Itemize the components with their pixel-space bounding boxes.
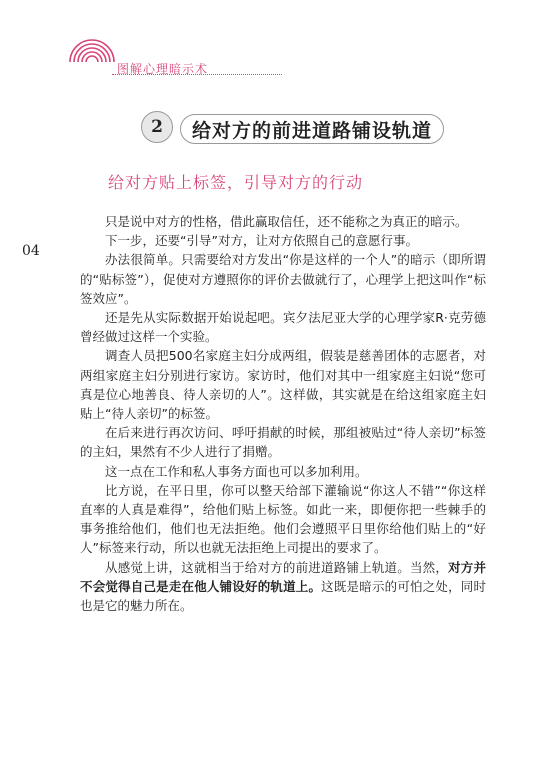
paragraph: 办法很简单。只需要给对方发出“你是这样的一个人”的暗示（即所谓的“贴标签”），促使对方遵照你的评价去做就行了，心理学上把这叫作“标签效应”。 [80, 252, 486, 306]
body-text [80, 212, 486, 615]
page-number: 04 [22, 243, 40, 259]
header-title: 图解心理暗示术 [117, 62, 209, 76]
paragraph-final-tail: 这既是暗示的可怕之处，同时也是它的魅力所在。 [80, 578, 486, 614]
concentric-arcs-logo-icon [64, 28, 120, 64]
section-title: 给对方的前进道路铺设轨道 [180, 114, 444, 144]
paragraph-final-lead: 从感觉上讲，这就相当于给对方的前进道路铺上轨道。当然， [105, 559, 449, 575]
paragraph: 只是说中对方的性格，借此赢取信任，还不能称之为真正的暗示。 [105, 214, 468, 229]
paragraph: 调查人员把500名家庭主妇分成两组，假装是慈善团体的志愿者，对两组家庭主妇分别进行家访。家访时，他们对其中一组家庭主妇说“您可真是位心地善良、待人亲切的人”。这样做，其实就是在给这组家庭主妇贴上“待人亲切”的标签。 [80, 348, 486, 422]
paragraph: 下一步，还要“引导”对方，让对方依照自己的意愿行事。 [105, 233, 418, 249]
section-number-badge: 2 [141, 111, 173, 143]
paragraph: 这一点在工作和私人事务方面也可以多加利用。 [105, 463, 368, 479]
paragraph-final-bold: 对方并不会觉得自己是走在他人铺设好的轨道上。 [80, 559, 486, 594]
paragraph: 比方说，在平日里，你可以整天给部下灌输说“你这人不错”“你这样直率的人真是难得”，给他们贴上标签。如此一来，即便你把一些棘手的事务推给他们，他们也无法拒绝。他们会遵照平日里你给他们贴上的“好人”标签来行动，所以也就无法拒绝上司提出的要求了。 [80, 482, 486, 556]
section-subtitle: 给对方贴上标签，引导对方的行动 [108, 173, 364, 192]
paragraph: 在后来进行再次访问、呼吁捐献的时候，那组被贴过“待人亲切”标签的主妇，果然有不少人进行了捐赠。 [80, 425, 486, 460]
header-divider [112, 74, 282, 75]
paragraph: 还是先从实际数据开始说起吧。宾夕法尼亚大学的心理学家R·克劳德曾经做过这样一个实验。 [80, 310, 486, 345]
paragraph-final [80, 558, 486, 616]
